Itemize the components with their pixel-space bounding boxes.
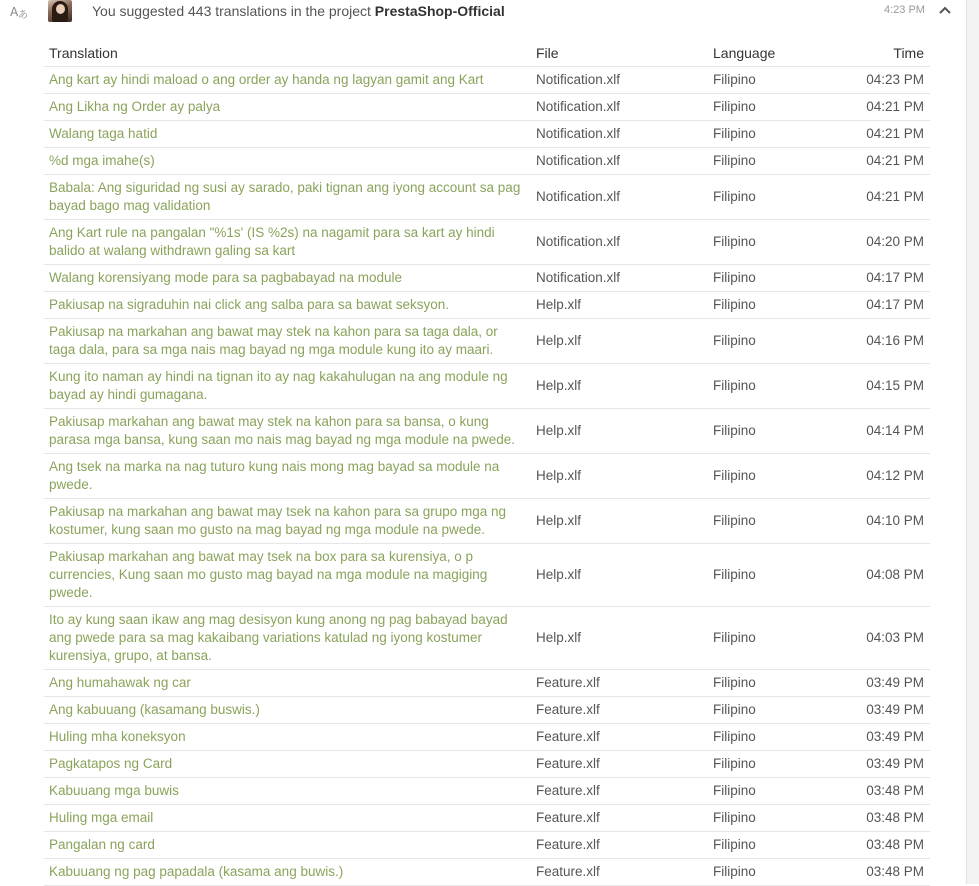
translation-cell[interactable]: Pagkatapos ng Card — [44, 751, 531, 778]
table-row — [44, 778, 930, 805]
file-cell: Feature.xlf — [531, 832, 708, 859]
time-cell: 03:49 PM — [842, 724, 930, 751]
file-cell: Help.xlf — [531, 319, 708, 364]
translation-cell[interactable]: Ang humahawak ng car — [44, 670, 531, 697]
table-row — [44, 454, 930, 499]
time-cell: 04:17 PM — [842, 265, 930, 292]
table-row — [44, 265, 930, 292]
time-cell: 04:21 PM — [842, 148, 930, 175]
file-cell: Feature.xlf — [531, 697, 708, 724]
activity-time: 4:23 PM — [884, 4, 925, 16]
language-cell: Filipino — [708, 319, 842, 364]
file-cell: Feature.xlf — [531, 805, 708, 832]
translations-table — [44, 40, 930, 886]
table-body — [44, 67, 930, 886]
activity-message — [92, 3, 505, 19]
table-row — [44, 175, 930, 220]
translation-cell[interactable]: Huling mha koneksyon — [44, 724, 531, 751]
table-row — [44, 544, 930, 607]
language-cell: Filipino — [708, 670, 842, 697]
table-row — [44, 607, 930, 670]
column-header-time: Time — [842, 40, 930, 67]
language-cell: Filipino — [708, 499, 842, 544]
table-row — [44, 409, 930, 454]
translation-cell[interactable]: Walang korensiyang mode para sa pagbabayad na module — [44, 265, 531, 292]
translation-cell[interactable]: Ang Likha ng Order ay palya — [44, 94, 531, 121]
file-cell: Notification.xlf — [531, 220, 708, 265]
table-row — [44, 220, 930, 265]
language-cell: Filipino — [708, 292, 842, 319]
translation-cell[interactable]: Ang tsek na marka na nag tuturo kung nais mong mag bayad sa module na pwede. — [44, 454, 531, 499]
table-row — [44, 319, 930, 364]
column-header-file: File — [531, 40, 708, 67]
activity-message-prefix: You suggested 443 translations in the project — [92, 3, 375, 19]
translation-cell[interactable]: Pakiusap na markahan ang bawat may stek na kahon para sa taga dala, or taga dala, para sa mga nais mag bayad ng mga module kung ito ay maari. — [44, 319, 531, 364]
table-header-row — [44, 40, 930, 67]
file-cell: Feature.xlf — [531, 859, 708, 886]
time-cell: 03:48 PM — [842, 805, 930, 832]
column-header-translation: Translation — [44, 40, 531, 67]
time-cell: 03:48 PM — [842, 859, 930, 886]
table-row — [44, 859, 930, 886]
translation-cell[interactable]: Pakiusap na markahan ang bawat may tsek na kahon para sa grupo mga ng kostumer, kung saan mo gusto na mag bayad ng mga module na pwede. — [44, 499, 531, 544]
table-row — [44, 724, 930, 751]
translation-cell[interactable]: Ang Kart rule na pangalan "%1s' (IS %2s) na nagamit para sa kart ay hindi balido at walang withdrawn galing sa kart — [44, 220, 531, 265]
file-cell: Help.xlf — [531, 544, 708, 607]
language-cell: Filipino — [708, 220, 842, 265]
language-cell: Filipino — [708, 409, 842, 454]
file-cell: Feature.xlf — [531, 724, 708, 751]
table-row — [44, 670, 930, 697]
language-cell: Filipino — [708, 607, 842, 670]
time-cell: 04:17 PM — [842, 292, 930, 319]
translation-cell[interactable]: %d mga imahe(s) — [44, 148, 531, 175]
file-cell: Feature.xlf — [531, 778, 708, 805]
file-cell: Notification.xlf — [531, 265, 708, 292]
file-cell: Notification.xlf — [531, 175, 708, 220]
language-cell: Filipino — [708, 778, 842, 805]
language-cell: Filipino — [708, 67, 842, 94]
language-cell: Filipino — [708, 544, 842, 607]
svg-text:あ: あ — [18, 10, 28, 20]
scrollbar-rail[interactable] — [966, 0, 979, 884]
translation-cell[interactable]: Ang kart ay hindi maload o ang order ay handa ng lagyan gamit ang Kart — [44, 67, 531, 94]
time-cell: 04:08 PM — [842, 544, 930, 607]
language-cell: Filipino — [708, 265, 842, 292]
table-row — [44, 832, 930, 859]
language-cell: Filipino — [708, 148, 842, 175]
time-cell: 04:03 PM — [842, 607, 930, 670]
translation-cell[interactable]: Ang kabuuang (kasamang buswis.) — [44, 697, 531, 724]
column-header-language: Language — [708, 40, 842, 67]
time-cell: 04:10 PM — [842, 499, 930, 544]
table-row — [44, 697, 930, 724]
table-row — [44, 751, 930, 778]
translation-cell[interactable]: Kung ito naman ay hindi na tignan ito ay nag kakahulugan na ang module ng bayad ay hindi gumagana. — [44, 364, 531, 409]
avatar[interactable] — [48, 0, 72, 22]
time-cell: 04:20 PM — [842, 220, 930, 265]
language-cell: Filipino — [708, 175, 842, 220]
language-cell: Filipino — [708, 832, 842, 859]
table-row — [44, 364, 930, 409]
language-cell: Filipino — [708, 724, 842, 751]
table-row — [44, 805, 930, 832]
translation-cell[interactable]: Huling mga email — [44, 805, 531, 832]
time-cell: 04:12 PM — [842, 454, 930, 499]
time-cell: 03:49 PM — [842, 697, 930, 724]
translation-cell[interactable]: Pangalan ng card — [44, 832, 531, 859]
table-row — [44, 499, 930, 544]
table-row — [44, 67, 930, 94]
time-cell: 03:49 PM — [842, 670, 930, 697]
table-row — [44, 148, 930, 175]
language-cell: Filipino — [708, 454, 842, 499]
table-row — [44, 121, 930, 148]
translations-table-container — [44, 40, 930, 886]
project-link[interactable]: PrestaShop-Official — [374, 3, 505, 19]
translation-cell[interactable]: Kabuuang mga buwis — [44, 778, 531, 805]
language-cell: Filipino — [708, 751, 842, 778]
translate-icon — [10, 4, 30, 20]
file-cell: Feature.xlf — [531, 751, 708, 778]
file-cell: Notification.xlf — [531, 148, 708, 175]
language-cell: Filipino — [708, 94, 842, 121]
time-cell: 04:15 PM — [842, 364, 930, 409]
translation-cell[interactable]: Kabuuang ng pag papadala (kasama ang buwis.) — [44, 859, 531, 886]
table-row — [44, 94, 930, 121]
file-cell: Notification.xlf — [531, 94, 708, 121]
language-cell: Filipino — [708, 859, 842, 886]
file-cell: Notification.xlf — [531, 121, 708, 148]
language-cell: Filipino — [708, 364, 842, 409]
file-cell: Help.xlf — [531, 409, 708, 454]
svg-text:A: A — [10, 5, 19, 19]
file-cell: Help.xlf — [531, 499, 708, 544]
translation-cell[interactable]: Babala: Ang siguridad ng susi ay sarado, paki tignan ang iyong account sa pag bayad bago mag validation — [44, 175, 531, 220]
file-cell: Feature.xlf — [531, 670, 708, 697]
time-cell: 03:48 PM — [842, 832, 930, 859]
language-cell: Filipino — [708, 805, 842, 832]
file-cell: Help.xlf — [531, 607, 708, 670]
translation-cell[interactable]: Ito ay kung saan ikaw ang mag desisyon kung anong ng pag babayad bayad ang pwede para sa mag kakaibang variations katulad ng iyong kostumer kurensiya, grupo, at bansa. — [44, 607, 531, 670]
language-cell: Filipino — [708, 121, 842, 148]
time-cell: 04:16 PM — [842, 319, 930, 364]
time-cell: 04:21 PM — [842, 94, 930, 121]
language-cell: Filipino — [708, 697, 842, 724]
file-cell: Help.xlf — [531, 292, 708, 319]
translation-cell[interactable]: Pakiusap markahan ang bawat may tsek na box para sa kurensiya, o p currencies, Kung saan mo gusto mag bayad na mga module na magiging pwede. — [44, 544, 531, 607]
time-cell: 03:49 PM — [842, 751, 930, 778]
file-cell: Notification.xlf — [531, 67, 708, 94]
activity-header — [0, 0, 966, 22]
time-cell: 03:48 PM — [842, 778, 930, 805]
translation-cell[interactable]: Pakiusap markahan ang bawat may stek na kahon para sa bansa, o kung parasa mga bansa, kung saan mo nais mag bayad ng mga module na pwede. — [44, 409, 531, 454]
file-cell: Help.xlf — [531, 454, 708, 499]
time-cell: 04:21 PM — [842, 175, 930, 220]
time-cell: 04:14 PM — [842, 409, 930, 454]
time-cell: 04:21 PM — [842, 121, 930, 148]
chevron-up-icon[interactable] — [937, 2, 953, 18]
table-row — [44, 292, 930, 319]
translation-cell[interactable]: Pakiusap na sigraduhin nai click ang salba para sa bawat seksyon. — [44, 292, 531, 319]
file-cell: Help.xlf — [531, 364, 708, 409]
time-cell: 04:23 PM — [842, 67, 930, 94]
translation-cell[interactable]: Walang taga hatid — [44, 121, 531, 148]
